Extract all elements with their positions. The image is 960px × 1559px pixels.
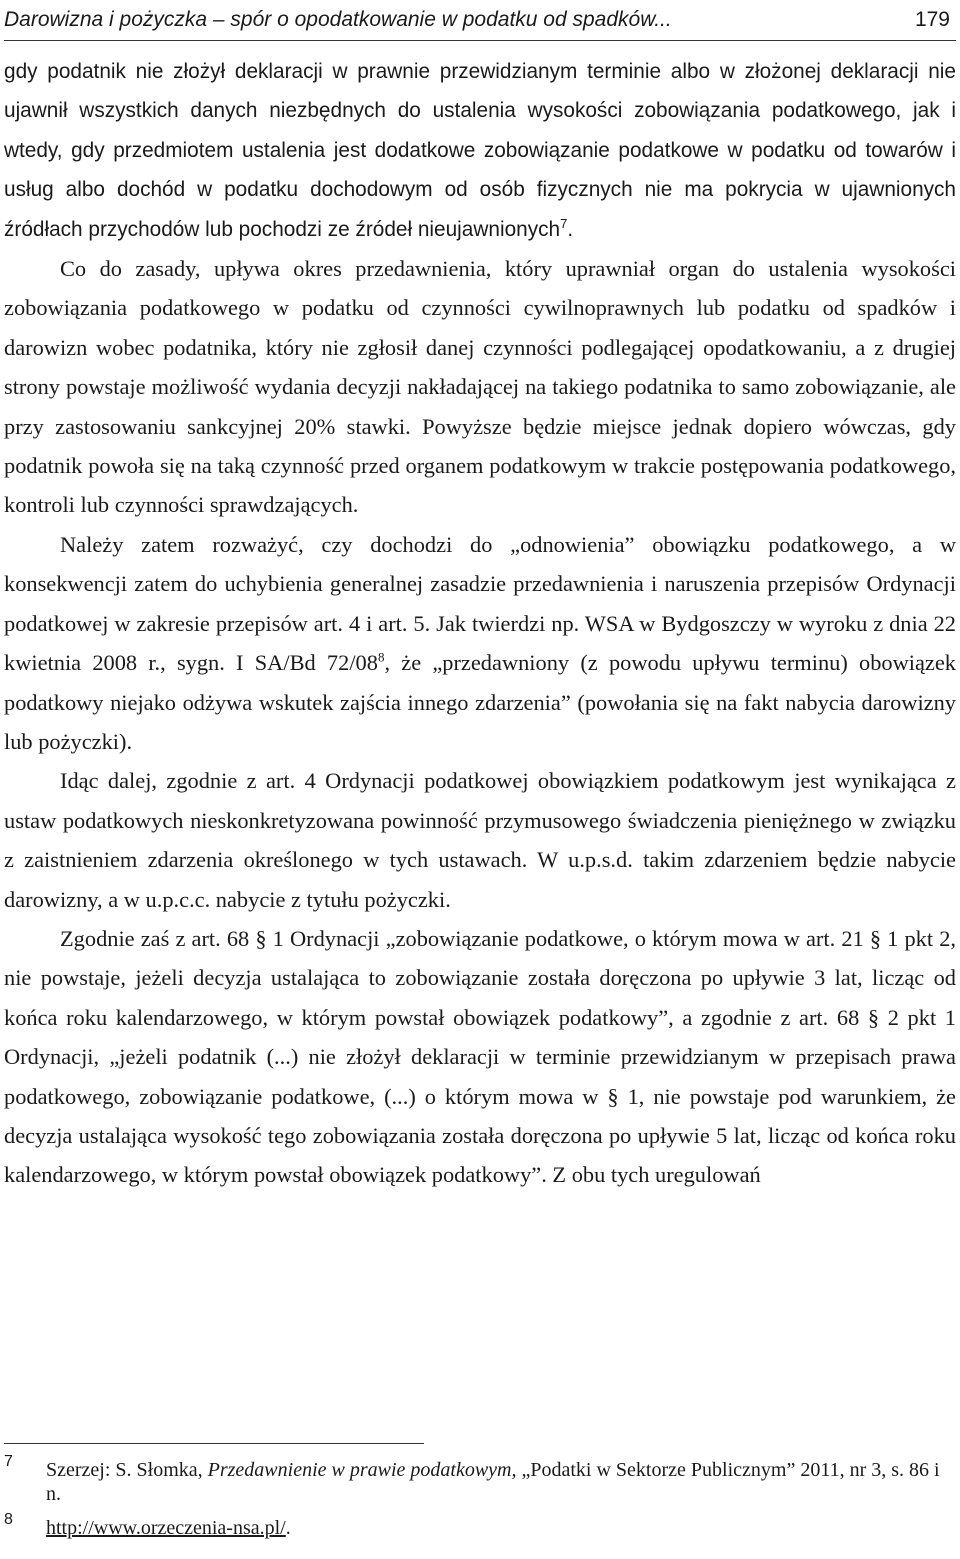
page-number: 179 bbox=[914, 8, 950, 31]
footnote-8: 8 http://www.orzeczenia-nsa.pl/. bbox=[4, 1516, 956, 1540]
footnote-7: 7 Szerzej: S. Słomka, Przedawnienie w prawie podatkowym, „Podatki w Sektorze Publicznym” 2011, nr 3, s. 86 i n. bbox=[4, 1458, 956, 1506]
footnote-divider bbox=[4, 1443, 424, 1444]
paragraph-4: Idąc dalej, zgodnie z art. 4 Ordynacji podatkowej obowiązkiem podatkowym jest wynikająca z ustaw podatkowych nieskonkretyzowana powinność przymusowego świadczenia pieniężnego w związku z zaistnieniem zdarzenia określonego w tych ustawach. W u.p.s.d. takim zdarzeniem będzie nabycie darowizny, a w u.p.c.c. nabycie z tytułu pożyczki. bbox=[4, 768, 956, 912]
footnote-number: 8 bbox=[4, 1511, 13, 1528]
running-header bbox=[4, 0, 956, 41]
footnote-link[interactable]: http://www.orzeczenia-nsa.pl/ bbox=[46, 1517, 286, 1539]
body-text bbox=[4, 52, 956, 1195]
paragraph-5: Zgodnie zaś z art. 68 § 1 Ordynacji „zobowiązanie podatkowe, o którym mowa w art. 21 § 1 pkt 2, nie powstaje, jeżeli decyzja ustalająca to zobowiązanie została doręczona po upływie 3 lat, licząc od końca roku kalendarzowego, w którym powstał obowiązek podatkowy”, a zgodnie z art. 68 § 2 pkt 1 Ordynacji, „jeżeli podatnik (...) nie złożył deklaracji w terminie przewidzianym w przepisach prawa podatkowego, zobowiązanie podatkowe, (...) o którym mowa w § 1, nie powstaje pod warunkiem, że decyzja ustalająca wysokość tego zobowiązania została doręczona po upływie 5 lat, licząc od końca roku kalendarzowego, w którym powstał obowiązek podatkowy”. Z obu tych uregulowań bbox=[4, 925, 956, 1188]
footnotes bbox=[4, 1453, 956, 1550]
paragraph-1: gdy podatnik nie złożył deklaracji w prawnie przewidzianym terminie albo w złożonej deklaracji nie ujawnił wszystkich danych niezbędnych do ustalenia wysokości zobowiązania podatkowego, jak i wtedy, gdy przedmiotem ustalenia jest dodatkowe zobowiązanie podatkowe w podatku od towarów i usług albo dochód w podatku dochodowym od osób fizycznych nie ma pokrycia w ujawnionych źródłach przychodów lub pochodzi ze źródeł nieujawnionych$^7$. bbox=[4, 60, 956, 241]
footnote-ref-8[interactable]: 8 bbox=[377, 649, 385, 665]
header-title: Darowizna i pożyczka – spór o opodatkowanie w podatku od spadków... bbox=[4, 8, 672, 31]
footnote-ref-7[interactable]: 7 bbox=[560, 215, 568, 231]
paragraph-3: Należy zatem rozważyć, czy dochodzi do „odnowienia” obowiązku podatkowego, a w konsekwencji zatem do uchybienia generalnej zasadzie przedawnienia i naruszenia przepisów Ordynacji podatkowej w zakresie przepisów art. 4 i art. 5. Jak twierdzi np. WSA w Bydgoszczy w wyroku z dnia 22 kwietnia 2008 r., sygn. I SA/Bd $72/08^8$, że „przedawniony (z powodu upływu terminu) obowiązek podatkowy niejako odżywa wskutek zajścia innego zdarzenia” (powołania się na fakt nabycia darowizny lub pożyczki). bbox=[4, 531, 956, 754]
paragraph-2: Co do zasady, upływa okres przedawnienia, który uprawniał organ do ustalenia wysokości zobowiązania podatkowego w podatku od czynności cywilnoprawnych lub podatku od spadków i darowizn wobec podatnika, który nie zgłosił danej czynności podlegającej opodatkowaniu, a z drugiej strony powstaje możliwość wydania decyzji nakładającej na takiego podatnika to samo zobowiązanie, ale przy zastosowaniu sankcyjnej 20% stawki. Powyższe będzie miejsce jednak dopiero wówczas, gdy podatnik powoła się na taką czynność przed organem podatkowym w trakcie postępowania podatkowego, kontroli lub czynności sprawdzających. bbox=[4, 256, 956, 518]
footnote-number: 7 bbox=[4, 1453, 13, 1470]
